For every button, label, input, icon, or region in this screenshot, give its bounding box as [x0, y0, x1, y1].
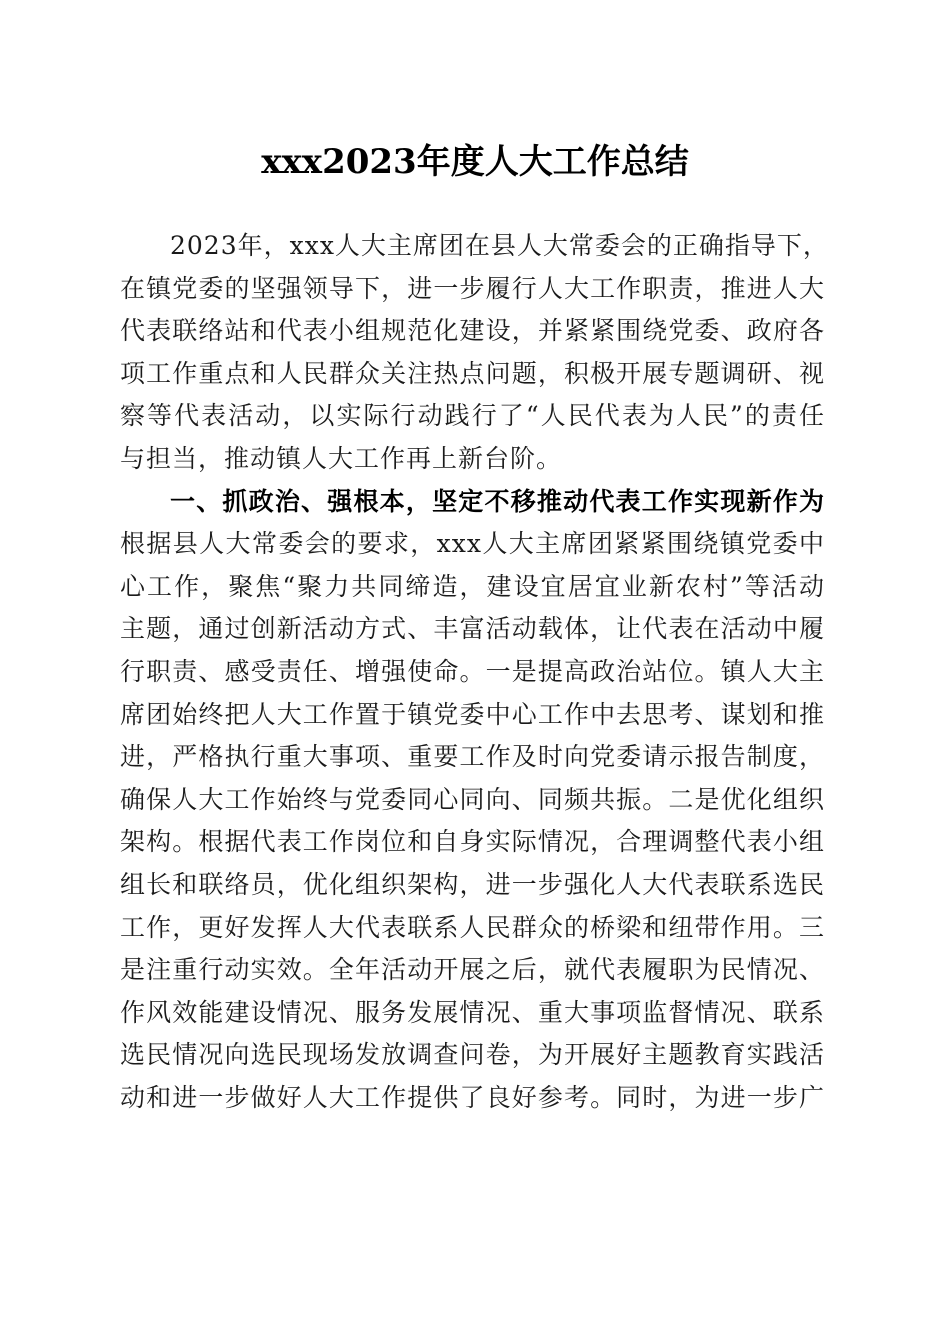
- paragraph-line: 2023年，xxx人大主席团在县人大常委会的正确指导下，: [170, 231, 829, 260]
- section-heading: 一、抓政治、强根本，坚定不移推动代表工作实现新作为: [170, 487, 825, 516]
- paragraph-line: 与担当，推动镇人大工作再上新台阶。: [120, 444, 563, 473]
- paragraph-line: 动和进一步做好人大工作提供了良好参考。同时，为进一步广: [120, 1083, 825, 1112]
- paragraph-line: 确保人大工作始终与党委同心同向、同频共振。二是优化组织: [120, 785, 825, 814]
- paragraph-line: 项工作重点和人民群众关注热点问题，积极开展专题调研、视: [120, 359, 825, 388]
- paragraph-line: 主题，通过创新活动方式、丰富活动载体，让代表在活动中履: [120, 614, 825, 643]
- paragraph-line: 进，严格执行重大事项、重要工作及时向党委请示报告制度，: [120, 742, 825, 771]
- paragraph-line: 席团始终把人大工作置于镇党委中心工作中去思考、谋划和推: [120, 700, 825, 729]
- document-title: xxx2023年度人大工作总结: [261, 142, 689, 182]
- paragraph-line: 工作，更好发挥人大代表联系人民群众的桥梁和纽带作用。三: [120, 913, 825, 942]
- paragraph-line: 心工作，聚焦“聚力共同缔造，建设宜居宜业新农村”等活动: [120, 572, 825, 601]
- paragraph-line: 察等代表活动，以实际行动践行了“人民代表为人民”的责任: [120, 401, 825, 430]
- paragraph-line: 选民情况向选民现场发放调查问卷，为开展好主题教育实践活: [120, 1040, 825, 1069]
- paragraph-line: 代表联络站和代表小组规范化建设，并紧紧围绕党委、政府各: [120, 316, 825, 345]
- paragraph-line: 组长和联络员，优化组织架构，进一步强化人大代表联系选民: [120, 870, 825, 899]
- paragraph-line: 是注重行动实效。全年活动开展之后，就代表履职为民情况、: [120, 955, 825, 984]
- paragraph-line: 在镇党委的坚强领导下，进一步履行人大工作职责，推进人大: [120, 274, 825, 303]
- paragraph-line: 根据县人大常委会的要求，xxx人大主席团紧紧围绕镇党委中: [120, 529, 825, 558]
- paragraph-line: 架构。根据代表工作岗位和自身实际情况，合理调整代表小组: [120, 827, 825, 856]
- paragraph-line: 行职责、感受责任、增强使命。一是提高政治站位。镇人大主: [120, 657, 825, 686]
- paragraph-line: 作风效能建设情况、服务发展情况、重大事项监督情况、联系: [120, 998, 825, 1027]
